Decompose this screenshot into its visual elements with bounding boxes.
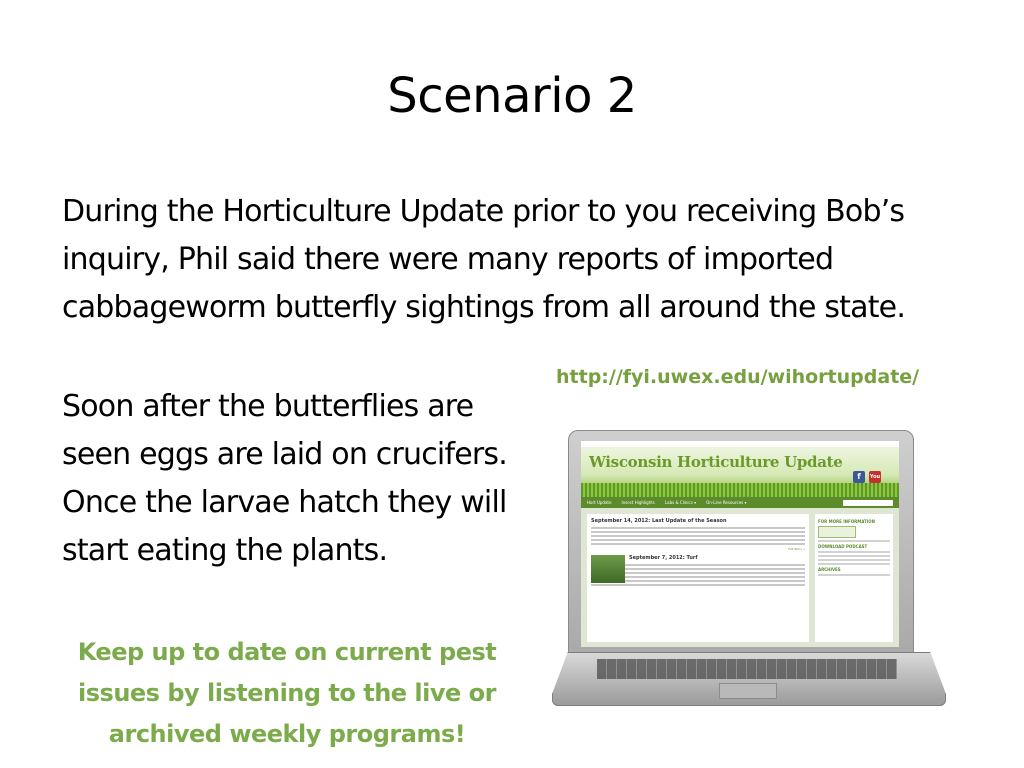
text-line [591, 539, 805, 541]
hort-update-link[interactable]: http://fyi.uwex.edu/wihortupdate/ [556, 366, 920, 388]
nav-item: Hort Update [587, 500, 612, 505]
website-screenshot [581, 441, 899, 647]
keyboard [597, 659, 897, 679]
site-search-box [843, 500, 893, 506]
text-line [591, 527, 805, 529]
text-line [818, 559, 890, 561]
laptop-base [552, 652, 946, 706]
hort-logo [818, 526, 856, 538]
text-line [818, 551, 890, 553]
site-nav [581, 497, 899, 508]
text-line [591, 543, 805, 545]
nav-item: Labs & Clinics ▾ [664, 500, 697, 505]
text-line [591, 531, 805, 533]
site-sidebar [815, 514, 893, 642]
intro-paragraph: During the Horticulture Update prior to you receiving Bob’s inquiry, Phil said there were many reports of imported cabbageworm butterfly sightings from all around the state. [62, 194, 906, 325]
post-title: September 7, 2012: Turf [629, 555, 698, 561]
turf-photo [591, 555, 625, 583]
text-line [818, 574, 890, 576]
sidebar-heading: FOR MORE INFORMATION [818, 519, 875, 524]
callout-text: Keep up to date on current pest issues by listening to the live or archived weekly programs! [77, 638, 497, 748]
text-line [818, 555, 890, 557]
larvae-paragraph: Soon after the butterflies are seen eggs are laid on crucifers. Once the larvae hatch they will start eating the plants. [62, 389, 507, 568]
post-title: September 14, 2012: Last Update of the Season [591, 518, 727, 524]
nav-item: On-Line Resources ▾ [706, 500, 747, 505]
sidebar-heading: DOWNLOAD PODCAST [818, 544, 868, 549]
nav-item: Insect Highlights [621, 500, 655, 505]
text-line [818, 563, 890, 565]
sidebar-heading: ARCHIVES [818, 567, 841, 572]
site-body [581, 508, 899, 647]
site-main-column [587, 514, 809, 642]
touchpad [719, 683, 777, 699]
facebook-icon: f [853, 471, 865, 483]
grass-banner [581, 483, 899, 497]
slide-title: Scenario 2 [387, 68, 637, 124]
full-story-link: Full Story » [788, 547, 805, 551]
site-header [581, 447, 899, 497]
text-line [591, 584, 805, 586]
laptop-image [552, 430, 946, 708]
laptop-screen-bezel [568, 430, 914, 656]
text-line [591, 535, 805, 537]
site-title: Wisconsin Horticulture Update [589, 453, 843, 471]
text-line [818, 540, 890, 542]
youtube-icon: You [869, 471, 881, 483]
